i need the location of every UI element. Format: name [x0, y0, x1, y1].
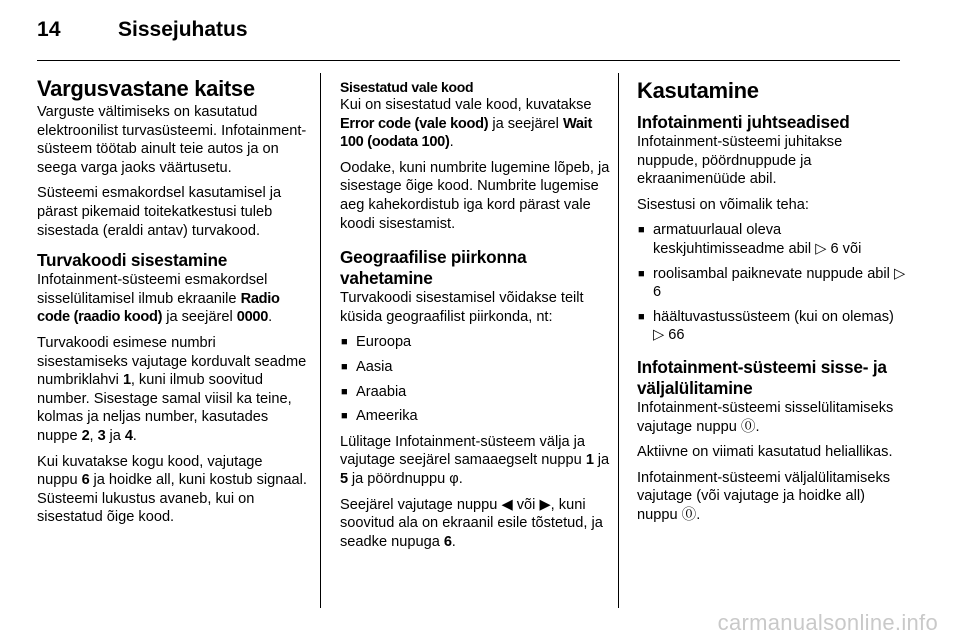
heading-kasutamine: Kasutamine: [637, 78, 759, 103]
paragraph: Infotainment-süsteemi väljalülitamiseks vajutage (või vajutage ja hoidke all) nuppu ⓪.: [637, 469, 891, 523]
input-method-list: [637, 221, 907, 345]
column-1: [37, 76, 307, 534]
heading-turvakoodi-sisestamine: Turvakoodi sisestamine: [37, 250, 228, 271]
heading-geograafilise-piirkonna: Geograafilise piirkonna vahetamine: [340, 247, 527, 289]
paragraph: Turvakoodi esimese numbri sisestamiseks vajutage korduvalt seadme numbriklahvi 1, kuni ilmub soovitud number. Sisestage samal viisil ka teine, kolmas ja neljas number, kasutades nuppe 2, 3 ja 4.: [37, 334, 307, 444]
region-list: [340, 333, 610, 425]
page-header: [0, 0, 960, 60]
paragraph: Varguste vältimiseks on kasutatud elektroonilist turvasüsteemi. Infotainment-süsteem töötab ainult teie autos ja on seega varga jaoks väärtusetu.: [37, 104, 307, 176]
column-2: [340, 78, 610, 558]
column-divider-2: [618, 73, 619, 608]
paragraph: Infotainment-süsteemi sisselülitamiseks vajutage nuppu ⓪.: [637, 399, 894, 435]
list-item: ■ armatuurlaual oleva keskjuhtimisseadme abil ▷ 6 või: [637, 221, 907, 258]
heading-vargusvastane-kaitse: Vargusvastane kaitse: [37, 76, 255, 101]
paragraph: Kui kuvatakse kogu kood, vajutage nuppu 6 ja hoidke all, kuni kostub signaal. Süsteemi lukustus avaneb, kui on sisestatud õige kood.: [37, 453, 307, 526]
paragraph: Turvakoodi sisestamisel võidakse teilt küsida geograafilist piirkonda, nt:: [340, 290, 584, 325]
list-item: ■ roolisambal paiknevate nuppude abil ▷ 6: [637, 265, 907, 302]
paragraph: Aktiivne on viimati kasutatud heliallikas.: [637, 444, 893, 461]
heading-sisestatud-vale-kood: Sisestatud vale kood: [340, 79, 474, 95]
column-3: [637, 78, 907, 532]
paragraph: Infotainment-süsteemi esmakordsel sisselülitamisel ilmub ekraanile Radio code (raadio kood) ja seejärel 0000.: [37, 272, 280, 326]
list-item: ■ häältuvastussüsteem (kui on olemas) ▷ 66: [637, 308, 907, 345]
paragraph: Kui on sisestatud vale kood, kuvatakse Error code (vale kood) ja seejärel Wait 100 (oodata 100).: [340, 97, 593, 151]
paragraph: Oodake, kuni numbrite lugemine lõpeb, ja sisestage õige kood. Numbrite lugemise aeg kahekordistub iga kord pärast vale koodi sisestamist.: [340, 159, 610, 232]
paragraph: Süsteemi esmakordsel kasutamisel ja pärast pikemaid toitekatkestusi tuleb sisestada (eraldi antav) turvakood.: [37, 185, 282, 239]
heading-infotainmenti-juhtseadised: Infotainmenti juhtseadised: [637, 112, 850, 132]
paragraph: Sisestusi on võimalik teha:: [637, 196, 809, 213]
list-item: ■ Euroopa: [340, 333, 610, 352]
paragraph: Infotainment-süsteemi juhitakse nuppude, pöördnuppude ja ekraanimenüüde abil.: [637, 134, 843, 188]
page-number: 14: [37, 18, 61, 41]
heading-sisse-valjalulitamine: Infotainment-süsteemi sisse- ja väljalülitamine: [637, 356, 887, 398]
list-item: ■ Ameerika: [340, 407, 610, 426]
header-rule: [37, 60, 900, 61]
column-divider-1: [320, 73, 321, 608]
list-item: ■ Aasia: [340, 358, 610, 377]
paragraph: Seejärel vajutage nuppu ◀ või ▶, kuni soovitud ala on ekraanil esile tõstetud, ja seadke nupuga 6.: [340, 496, 603, 550]
paragraph: Lülitage Infotainment-süsteem välja ja vajutage seejärel samaaegselt nuppu 1 ja 5 ja pöördnuppu φ.: [340, 433, 610, 487]
section-title: Sissejuhatus: [118, 18, 248, 41]
list-item: ■ Araabia: [340, 383, 610, 402]
watermark: carmanualsonline.info: [717, 610, 938, 635]
